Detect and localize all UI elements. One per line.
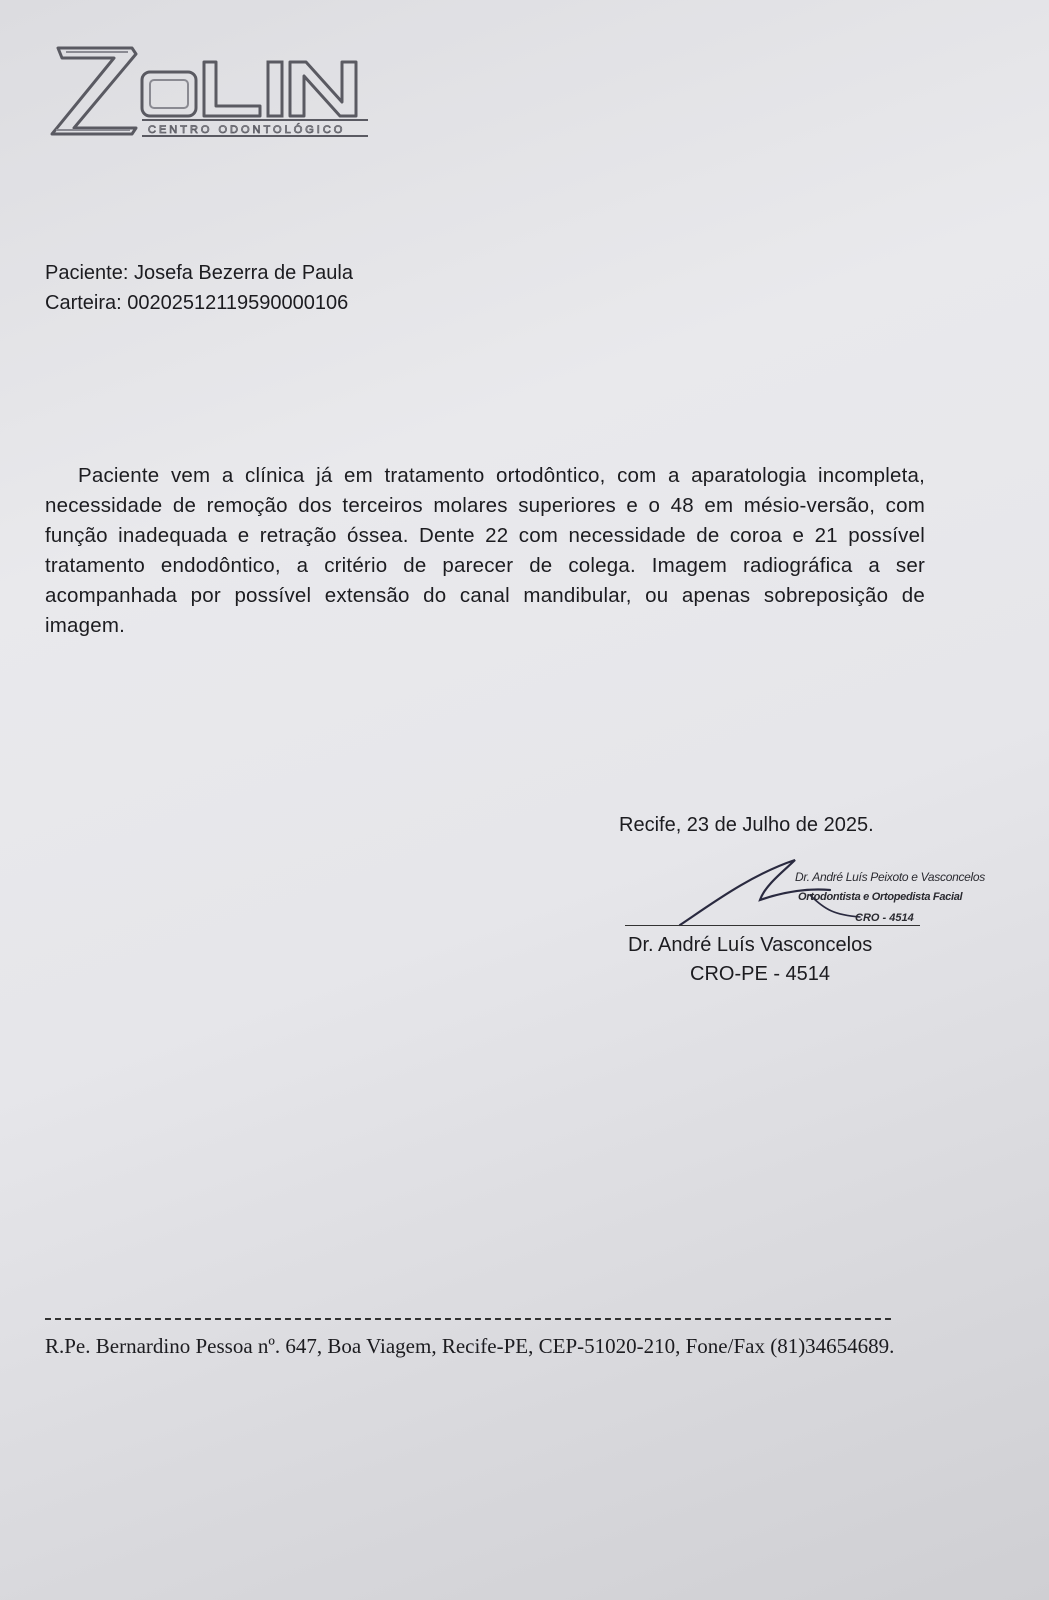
doctor-registration: CRO-PE - 4514	[690, 963, 831, 985]
zolin-logo	[44, 40, 384, 150]
logo-subtitle: CENTRO ODONTOLÓGICO	[148, 124, 346, 136]
patient-card: Carteira: 00202512119590000106	[45, 292, 349, 314]
doctor-name: Dr. André Luís Vasconcelos	[628, 934, 873, 956]
patient-info	[45, 258, 353, 318]
footer-divider	[45, 1318, 891, 1320]
footer-address: R.Pe. Bernardino Pessoa nº. 647, Boa Viagem, Recife-PE, CEP-51020-210, Fone/Fax (81)34654689.	[45, 1334, 895, 1358]
clinical-report-paragraph: Paciente vem a clínica já em tratamento ortodôntico, com a aparatologia incompleta, necessidade de remoção dos terceiros molares superiores e o 48 em mésio-versão, com função inadequada e retração óssea. Dente 22 com necessidade de coroa e 21 possível tratamento endodôntico, a critério de parecer de colega. Imagem radiográfica a ser acompanhada por possível extensão do canal mandibular, ou apenas sobreposição de imagem.	[45, 464, 925, 637]
stamp-cro: CRO - 4514	[855, 912, 914, 924]
stamp-specialty: Ortodontista e Ortopedista Facial	[798, 891, 963, 903]
patient-name: Paciente: Josefa Bezerra de Paula	[45, 262, 353, 284]
stamp-name: Dr. André Luís Peixoto e Vasconcelos	[795, 870, 985, 884]
signature-line	[625, 925, 920, 926]
date-line: Recife, 23 de Julho de 2025.	[619, 814, 874, 836]
